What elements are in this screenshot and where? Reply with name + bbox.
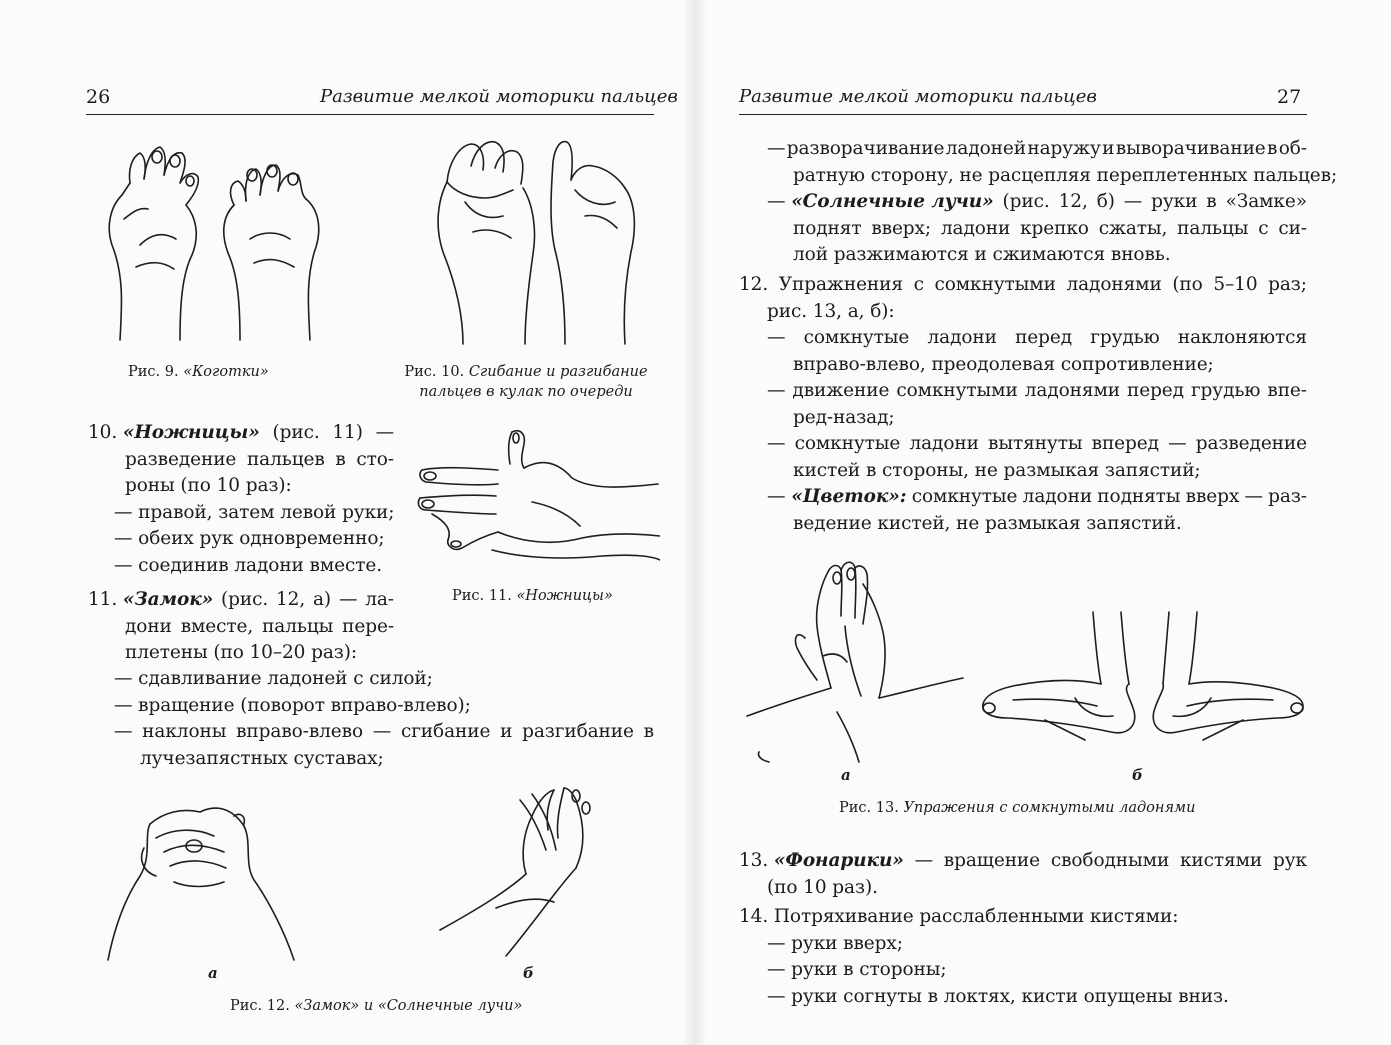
item-10-line-2: разведение пальцев в сто- <box>125 448 394 470</box>
item-12-subitem: — сомкнутые ладони вытянуты вперед — разведение <box>767 433 1307 454</box>
header-rule-right <box>739 114 1307 115</box>
figure-11-scissors-hand-illustration <box>412 422 660 570</box>
figure-13a-closed-palms-illustration <box>745 556 965 768</box>
page-number-right: 27 <box>1277 86 1302 108</box>
item-12-subitem-continuation: кистей в стороны, не размыкая запястий; <box>793 459 1201 481</box>
right-page <box>695 0 1391 1045</box>
item-10-subitem: — правой, затем левой руки; <box>114 501 395 523</box>
item-11-subitems <box>114 666 654 772</box>
item-11-subitem-continuation: лучезапястных суставах; <box>140 747 384 769</box>
item-11-lock <box>88 587 394 667</box>
item-12-subitem: — движение сомкнутыми ладонями перед грудью впе- <box>767 380 1307 401</box>
item-12-closed-palms <box>739 272 1307 537</box>
item-12-subitem: — сомкнутые ладони перед грудью наклоняются <box>767 327 1307 348</box>
item-10-subitem: — обеих рук одновременно; <box>114 528 385 549</box>
sun-rays-subitem: — «Солнечные лучи» (рис. 12, б) — руки в «Замке» <box>767 191 1307 212</box>
item-11-continuation <box>767 136 1338 269</box>
figure-9-caption: Рис. 9. «Коготки» <box>128 364 269 380</box>
running-title-right: Развитие мелкой моторики пальцев <box>739 86 1097 107</box>
figure-9-claws-illustration <box>100 135 330 345</box>
header-rule-left <box>86 114 654 115</box>
sun-rays-continuation: поднят вверх; ладони крепко сжаты, пальцы с си- <box>793 217 1307 239</box>
item-13-lanterns <box>739 848 1307 901</box>
sun-rays-continuation: лой разжимаются и сжимаются вновь. <box>793 244 1171 265</box>
item-12-subitem-continuation: вправо-влево, преодолевая сопротивление; <box>793 353 1214 375</box>
item-10-line-1: 10. «Ножницы» (рис. 11) — <box>88 422 394 443</box>
running-title-left: Развитие мелкой моторики пальцев <box>320 86 678 107</box>
figure-13a-label: а <box>841 766 851 784</box>
item-13-line-1: 13. «Фонарики» — вращение свободными кистями рук <box>739 850 1307 871</box>
item-14-subitem: — руки согнуты в локтях, кисти опущены вниз. <box>767 985 1229 1007</box>
left-page <box>0 0 695 1045</box>
item-10-line-3: роны (по 10 раз): <box>125 475 292 496</box>
item-14-line-1: 14. Потряхивание расслабленными кистями: <box>739 906 1179 927</box>
figure-12b-sun-rays-illustration <box>436 780 626 960</box>
item-13-line-2: (по 10 раз). <box>767 876 878 898</box>
figure-13b-palms-apart-illustration <box>973 608 1313 768</box>
item-11-subitem: — сдавливание ладоней с силой; <box>114 668 433 689</box>
item-10-scissors <box>88 420 394 579</box>
flower-continuation: ведение кистей, не размыкая запястий. <box>793 512 1182 534</box>
item-11-line-1: 11. «Замок» (рис. 12, а) — ла- <box>88 589 394 610</box>
figure-10-caption: Рис. 10. Сгибание и разгибание пальцев в кулак по очереди <box>404 364 648 400</box>
figure-12b-label: б <box>523 964 534 982</box>
item-14-subitem: — руки в стороны; <box>767 959 947 980</box>
flower-subitem: — «Цветок»: сомкнутые ладони подняты вверх — раз- <box>767 486 1307 507</box>
item-11-subitem-continuation: ратную сторону, не расцепляя переплетенных пальцев; <box>793 164 1338 186</box>
item-14-shaking <box>739 904 1307 1010</box>
item-12-subitem-continuation: ред-назад; <box>793 406 895 428</box>
figure-13-caption: Рис. 13. Упражения с сомкнутыми ладонями <box>839 800 1196 816</box>
figure-12a-lock-illustration <box>104 790 300 962</box>
figure-10-fist-illustration <box>425 132 640 347</box>
item-12-line-1: 12. Упражнения с сомкнутыми ладонями (по 5–10 раз; <box>739 274 1307 295</box>
figure-13b-label: б <box>1132 766 1143 784</box>
item-11-line-2: дони вместе, пальцы пере- <box>125 615 394 637</box>
item-11-subitem: — вращение (поворот вправо-влево); <box>114 694 471 716</box>
item-11-subitem: — наклоны вправо-влево — сгибание и разгибание в <box>114 721 654 742</box>
item-11-line-3: плетены (по 10–20 раз): <box>125 642 358 663</box>
figure-12-caption: Рис. 12. «Замок» и «Солнечные лучи» <box>230 998 523 1014</box>
page-number-left: 26 <box>86 86 111 108</box>
figure-11-caption: Рис. 11. «Ножницы» <box>452 588 613 604</box>
item-14-subitem: — руки вверх; <box>767 932 903 954</box>
item-11-subitem: — разворачивание ладоней наружу и выворачивание в об- <box>767 138 1307 159</box>
figure-12a-label: а <box>208 964 218 982</box>
item-12-line-2: рис. 13, а, б): <box>767 300 895 322</box>
item-10-subitem: — соединив ладони вместе. <box>114 554 383 576</box>
